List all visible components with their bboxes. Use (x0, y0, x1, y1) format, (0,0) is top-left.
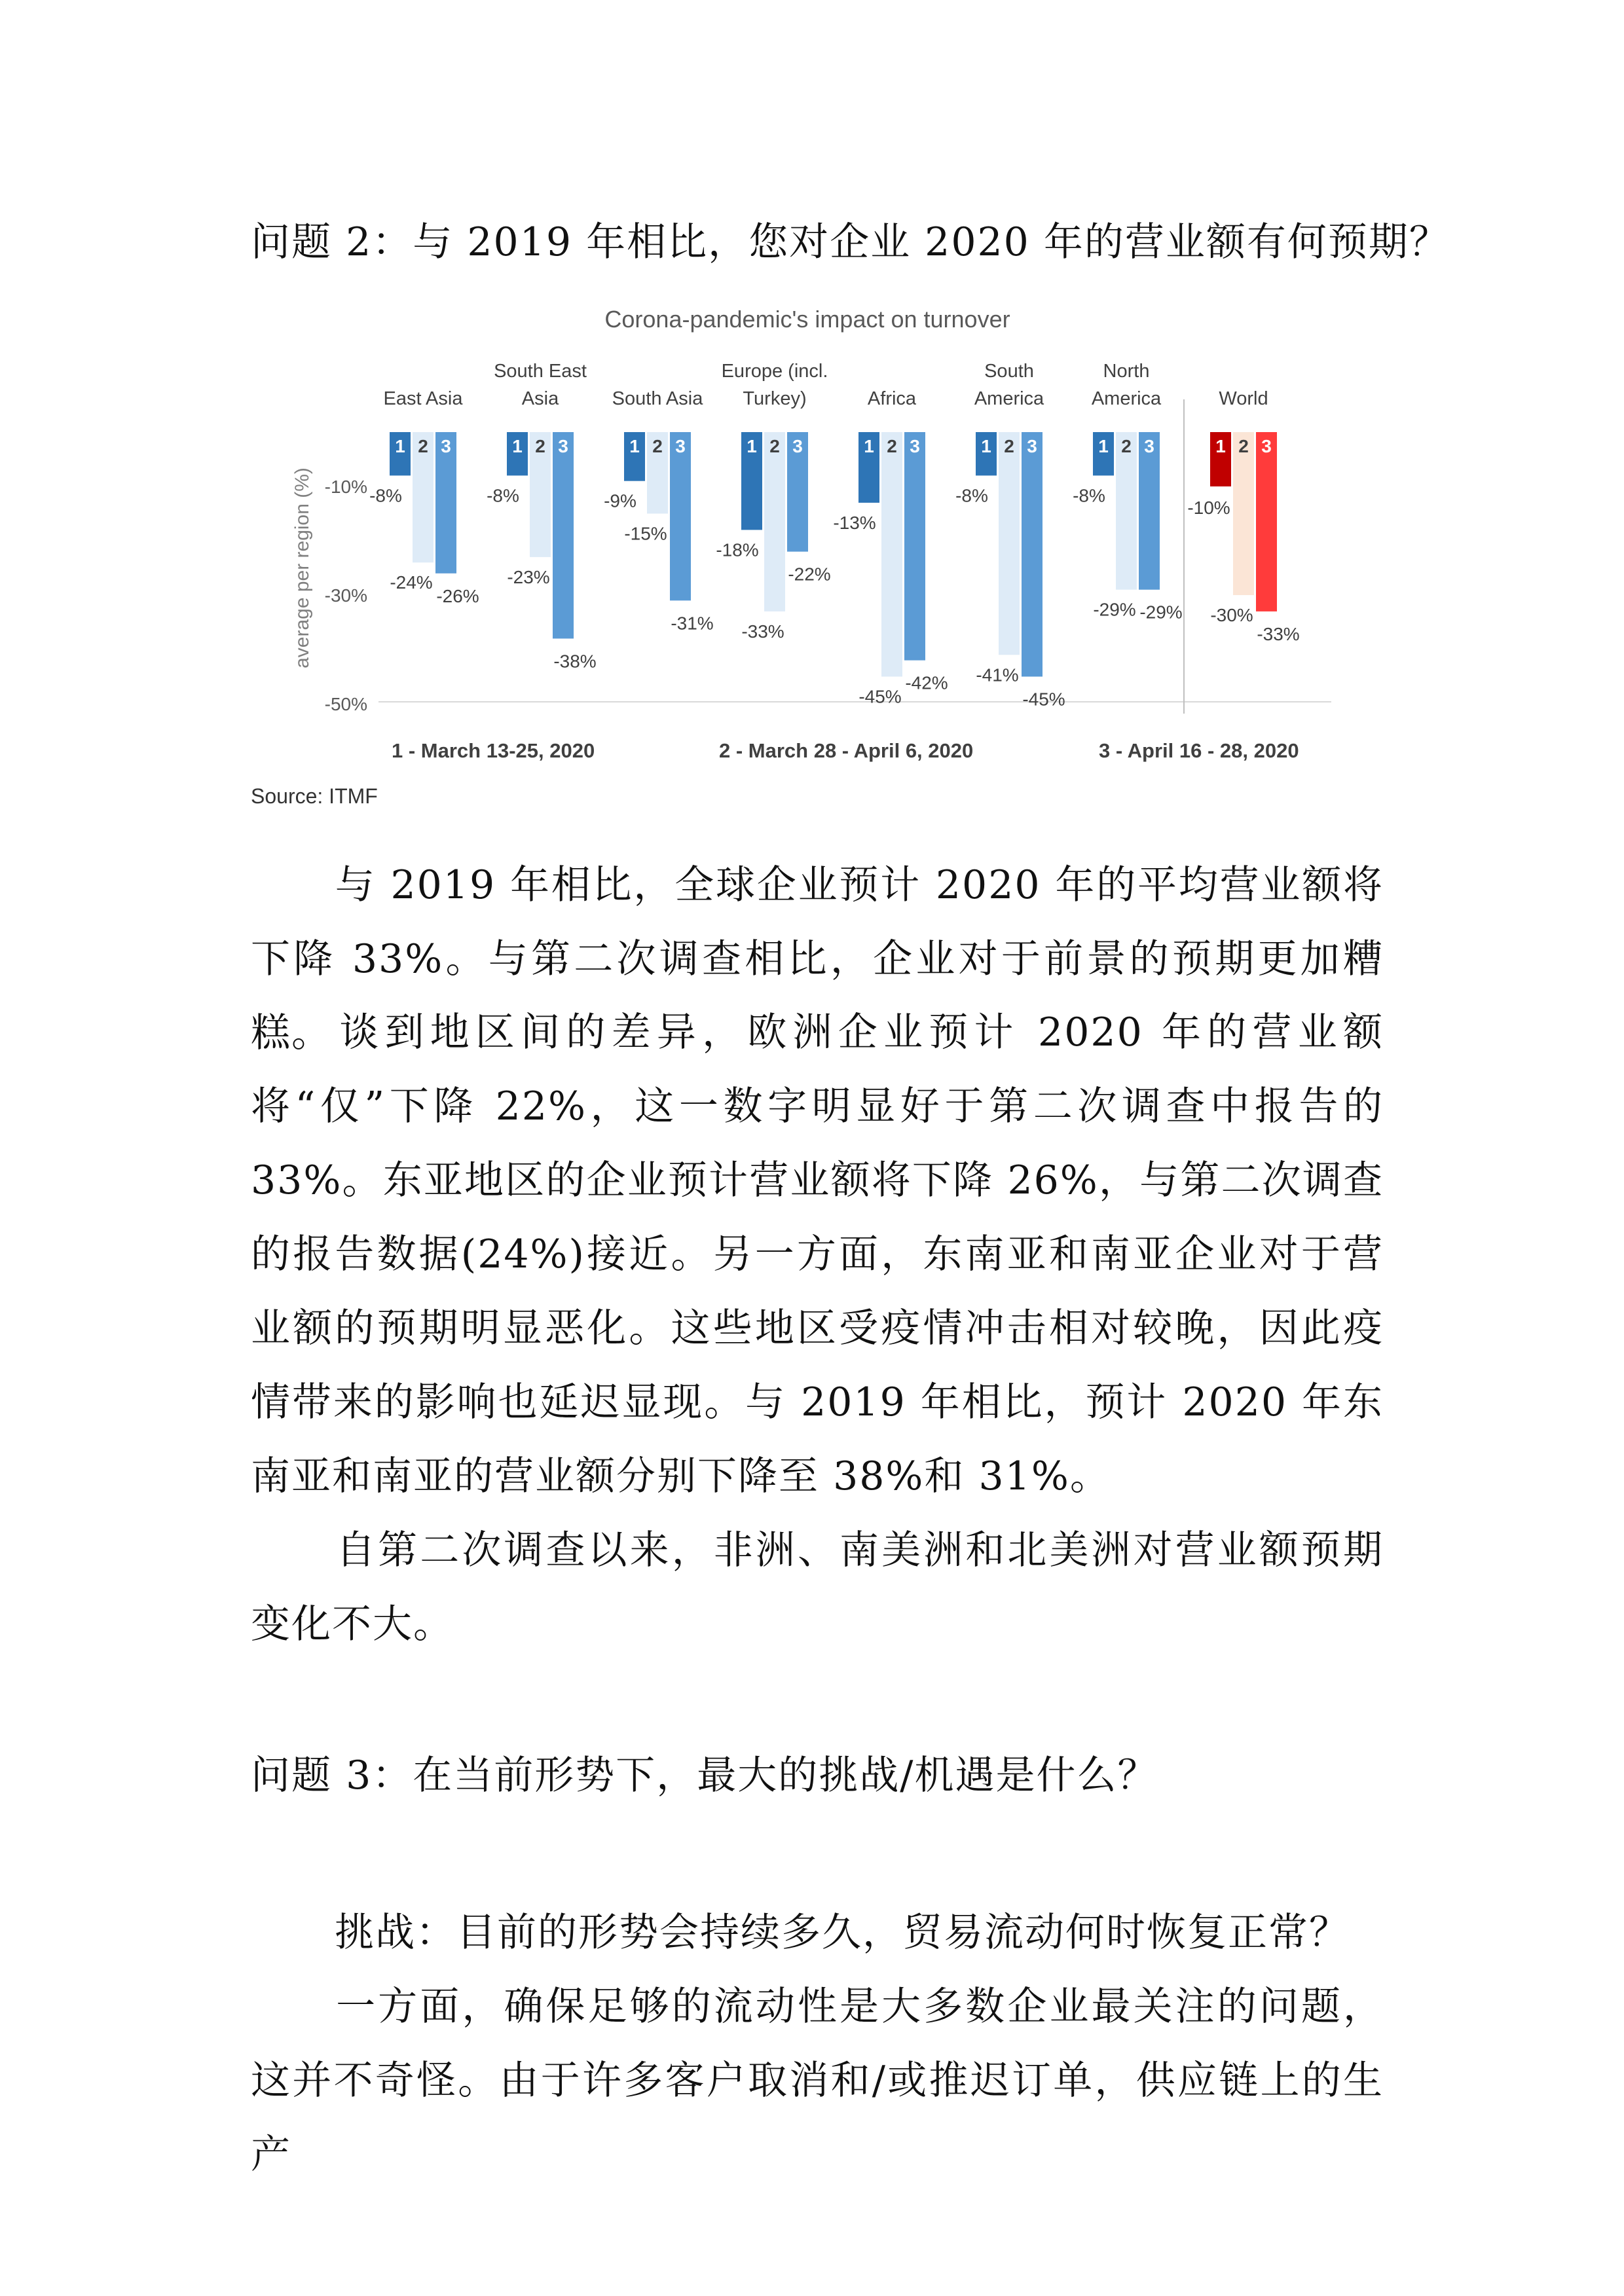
bar-number-label: 3 (1027, 436, 1037, 456)
bar-number-label: 3 (558, 436, 568, 456)
bar-number-label: 2 (769, 436, 780, 456)
bar-number-label: 2 (1238, 436, 1249, 456)
bar (881, 432, 902, 677)
bar-number-label: 1 (981, 436, 991, 456)
legend-entry: 3 - April 16 - 28, 2020 (1099, 739, 1299, 762)
bar-value-label: -9% (604, 490, 637, 511)
bar-value-label: -18% (716, 539, 759, 560)
bar-value-label: -8% (955, 485, 988, 506)
turnover-chart (251, 295, 1351, 831)
bar-value-label: -8% (1073, 485, 1105, 506)
bar-number-label: 3 (675, 436, 686, 456)
category-label: America (1091, 388, 1162, 409)
bar (904, 432, 925, 661)
bar-value-label: -26% (436, 585, 479, 606)
bar-value-label: -8% (487, 485, 519, 506)
bar-number-label: 3 (910, 436, 920, 456)
paragraph-2: 谈到地区间的差异，欧洲企业预计 2020 年的营业额将“仅”下降 22%，这一数字明显好于第二次调查中报告的 33%。东亚地区的企业预计营业额将下降 26%，与第二次调查的报告数据(24%)接近。另一方面，东南亚和南亚企业对于营业额的预期明显恶化。这些地区受疫情冲击相对较晚，因此疫情带来的影响也延迟显现。与 2019 年相比，预计 2020 年东南亚和南亚的营业额分别下降至 38%和 31%。 (251, 1010, 1384, 1499)
bar-number-label: 1 (1098, 436, 1109, 456)
bar-number-label: 2 (1004, 436, 1014, 456)
bar (670, 432, 691, 600)
paragraph-3: 自第二次调查以来，非洲、南美洲和北美洲对营业额预期变化不大。 (251, 1527, 1384, 1647)
bar-number-label: 1 (512, 436, 523, 456)
bar-value-label: -8% (369, 485, 402, 506)
bar (1256, 432, 1277, 611)
bar-value-label: -29% (1093, 599, 1136, 620)
bar-value-label: -33% (1257, 623, 1300, 644)
bar-value-label: -38% (553, 651, 597, 672)
bar (553, 432, 574, 638)
bar-number-label: 1 (395, 436, 405, 456)
bar (999, 432, 1020, 655)
bar-value-label: -31% (671, 613, 714, 634)
bar-number-label: 2 (418, 436, 428, 456)
bar-value-label: -45% (1022, 689, 1065, 710)
bar-value-label: -23% (507, 566, 550, 587)
category-label: Asia (521, 388, 559, 409)
bar-value-label: -13% (833, 512, 876, 533)
bar-value-label: -33% (741, 621, 784, 642)
chart-source: Source: ITMF (251, 784, 378, 808)
paragraph-1: 与 2019 年相比，全球企业预计 2020 年的平均营业额将下降 33%。与第二次调查相比，企业对于前景的预期更加糟糕。 (251, 862, 1384, 1056)
bar (1022, 432, 1043, 677)
category-label: America (974, 388, 1044, 409)
bar-value-label: -30% (1210, 605, 1253, 625)
bar-number-label: 3 (792, 436, 803, 456)
category-label: East Asia (383, 388, 463, 409)
bar-number-label: 2 (652, 436, 663, 456)
bar-number-label: 3 (441, 436, 451, 456)
bar-value-label: -22% (788, 564, 831, 585)
bar-number-label: 2 (1121, 436, 1132, 456)
category-label: South Asia (612, 388, 703, 409)
chart-svg (251, 295, 1351, 831)
bar-value-label: -41% (976, 665, 1019, 685)
challenge-subheading: 挑战：目前的形势会持续多久，贸易流动何时恢复正常？ (335, 1910, 1350, 1956)
question-2-heading: 问题 2：与 2019 年相比，您对企业 2020 年的营业额有何预期？ (251, 219, 1450, 265)
question-3-heading: 问题 3：在当前形势下，最大的挑战/机遇是什么？ (251, 1753, 1158, 1798)
category-label: Turkey) (743, 388, 807, 409)
bar-number-label: 2 (535, 436, 545, 456)
bar-value-label: -10% (1187, 498, 1230, 518)
bar-number-label: 1 (1215, 436, 1226, 456)
category-label: Africa (867, 388, 917, 409)
bar (1233, 432, 1254, 595)
bar-number-label: 3 (1261, 436, 1272, 456)
legend-entry: 1 - March 13-25, 2020 (392, 739, 595, 762)
y-tick-label: -50% (324, 694, 367, 714)
bar-value-label: -24% (390, 572, 433, 593)
bar-number-label: 1 (629, 436, 640, 456)
bar-number-label: 3 (1144, 436, 1154, 456)
bar-value-label: -29% (1139, 602, 1183, 623)
category-label: Europe (incl. (721, 361, 828, 382)
bar-number-label: 1 (864, 436, 874, 456)
bar-number-label: 1 (747, 436, 757, 456)
bar-value-label: -45% (858, 686, 902, 707)
y-tick-label: -30% (324, 585, 367, 606)
category-label: North (1103, 361, 1150, 382)
bar-value-label: -42% (905, 672, 948, 693)
y-axis-label: average per region (%) (291, 467, 313, 668)
bar (764, 432, 785, 611)
bar-value-label: -15% (624, 523, 667, 544)
category-label: World (1219, 388, 1268, 409)
category-label: South East (494, 361, 587, 382)
legend-entry: 2 - March 28 - April 6, 2020 (719, 739, 974, 762)
bar-number-label: 2 (887, 436, 897, 456)
paragraph-4: 一方面，确保足够的流动性是大多数企业最关注的问题，这并不奇怪。由于许多客户取消和/或推迟订单，供应链上的生产 (251, 1984, 1384, 2178)
chart-title: Corona-pandemic's impact on turnover (604, 306, 1010, 333)
category-label: South (984, 361, 1034, 382)
y-tick-label: -10% (324, 477, 367, 497)
